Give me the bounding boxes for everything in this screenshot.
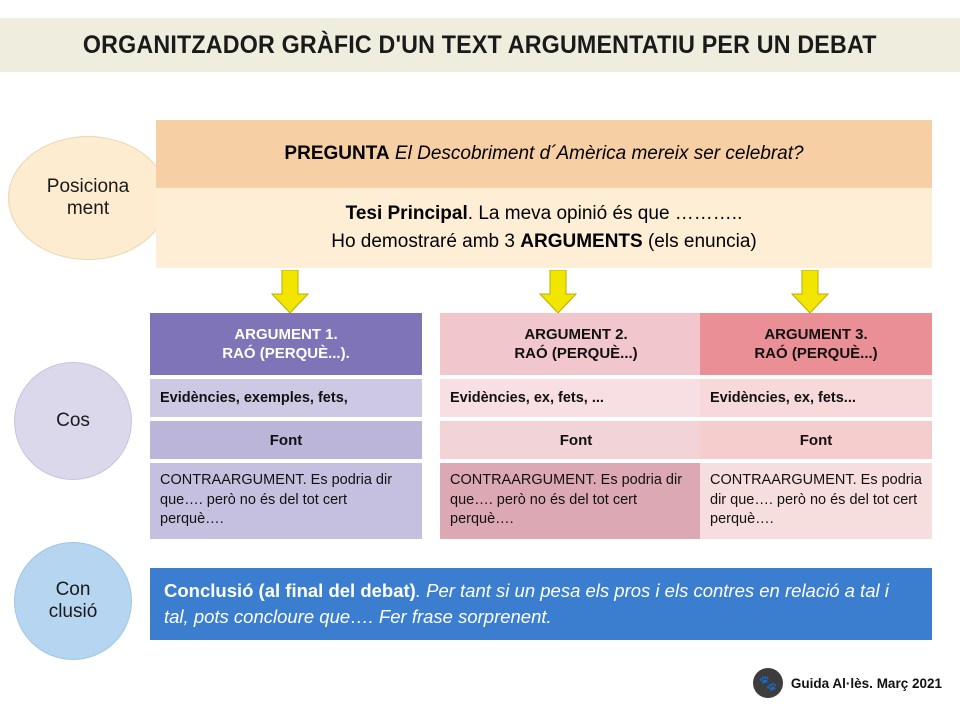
pregunta-text [284,143,803,165]
footer [753,668,942,698]
tesi-bold: Tesi Principal [345,203,468,225]
tesi-box [156,188,932,268]
argument-2-reason: RAÓ (PERQUÈ...) [514,345,638,362]
posicionament-label-text [47,176,129,221]
conclusio-text [164,578,918,630]
section-label-conclusio [14,542,132,660]
tesi-line-2 [331,231,757,252]
cos-label-text: Cos [56,409,90,431]
argument-3-header [700,313,932,375]
conclusio-rest: . Per tant si un pesa els pros i els contres en relació a tal i tal, pots concloure que…. Fer frase sorprenent. [164,580,889,627]
argument-2-counterargument: CONTRAARGUMENT. Es podria dir que…. però no és del tot cert perquè…. [440,463,712,539]
argument-2-header [440,313,712,375]
paw-logo-icon: 🐾 [753,668,783,698]
argument-column-2 [440,313,712,539]
argument-1-source: Font [150,421,422,459]
conclusio-label-text [49,579,98,624]
argument-column-1 [150,313,422,539]
conclusio-line2: clusió [48,601,98,622]
conclusio-line1: Con [55,578,91,600]
argument-3-evidence: Evidències, ex, fets... [700,379,932,417]
conclusio-bold: Conclusió (al final del debat) [164,580,416,602]
pregunta-question: El Descobriment d´Amèrica mereix ser celebrat? [394,143,804,164]
tesi-line-1 [346,203,743,224]
down-arrow-icon-1 [270,270,310,314]
argument-3-title: ARGUMENT 3. [764,325,868,343]
argument-3-reason: RAÓ (PERQUÈ...) [754,345,878,362]
argument-1-counterargument: CONTRAARGUMENT. Es podria dir que…. però no és del tot cert perquè…. [150,463,422,539]
argument-3-counterargument: CONTRAARGUMENT. Es podria dir que…. però no és del tot cert perquè…. [700,463,932,539]
down-arrow-icon-2 [538,270,578,314]
pregunta-box [156,120,932,188]
argument-2-title: ARGUMENT 2. [524,325,628,343]
tesi-line2-pre: Ho demostraré amb 3 [331,231,521,252]
page-title-bar [0,18,960,72]
tesi-text [331,200,757,255]
argument-2-source: Font [440,421,712,459]
tesi-rest: . La meva opinió és que ……….. [467,203,743,225]
argument-1-title: ARGUMENT 1. [234,325,338,343]
section-label-cos [14,362,132,480]
page-title: ORGANITZADOR GRÀFIC D'UN TEXT ARGUMENTATIU PER UN DEBAT [83,30,877,59]
argument-2-evidence: Evidències, ex, fets, ... [440,379,712,417]
conclusio-box [150,568,932,640]
down-arrow-icon-3 [790,270,830,314]
pregunta-label: PREGUNTA [284,143,390,164]
argument-3-source: Font [700,421,932,459]
tesi-line2-post: (els enuncia) [642,231,757,252]
posicionament-line2: ment [66,198,110,219]
footer-credit: Guida Al·lès. Març 2021 [790,675,942,691]
argument-1-header [150,313,422,375]
argument-1-evidence: Evidències, exemples, fets, [150,379,422,417]
argument-column-3 [700,313,932,539]
argument-1-reason: RAÓ (PERQUÈ...). [222,345,350,362]
tesi-line2-bold: ARGUMENTS [520,231,643,252]
posicionament-line1: Posiciona [46,175,130,197]
